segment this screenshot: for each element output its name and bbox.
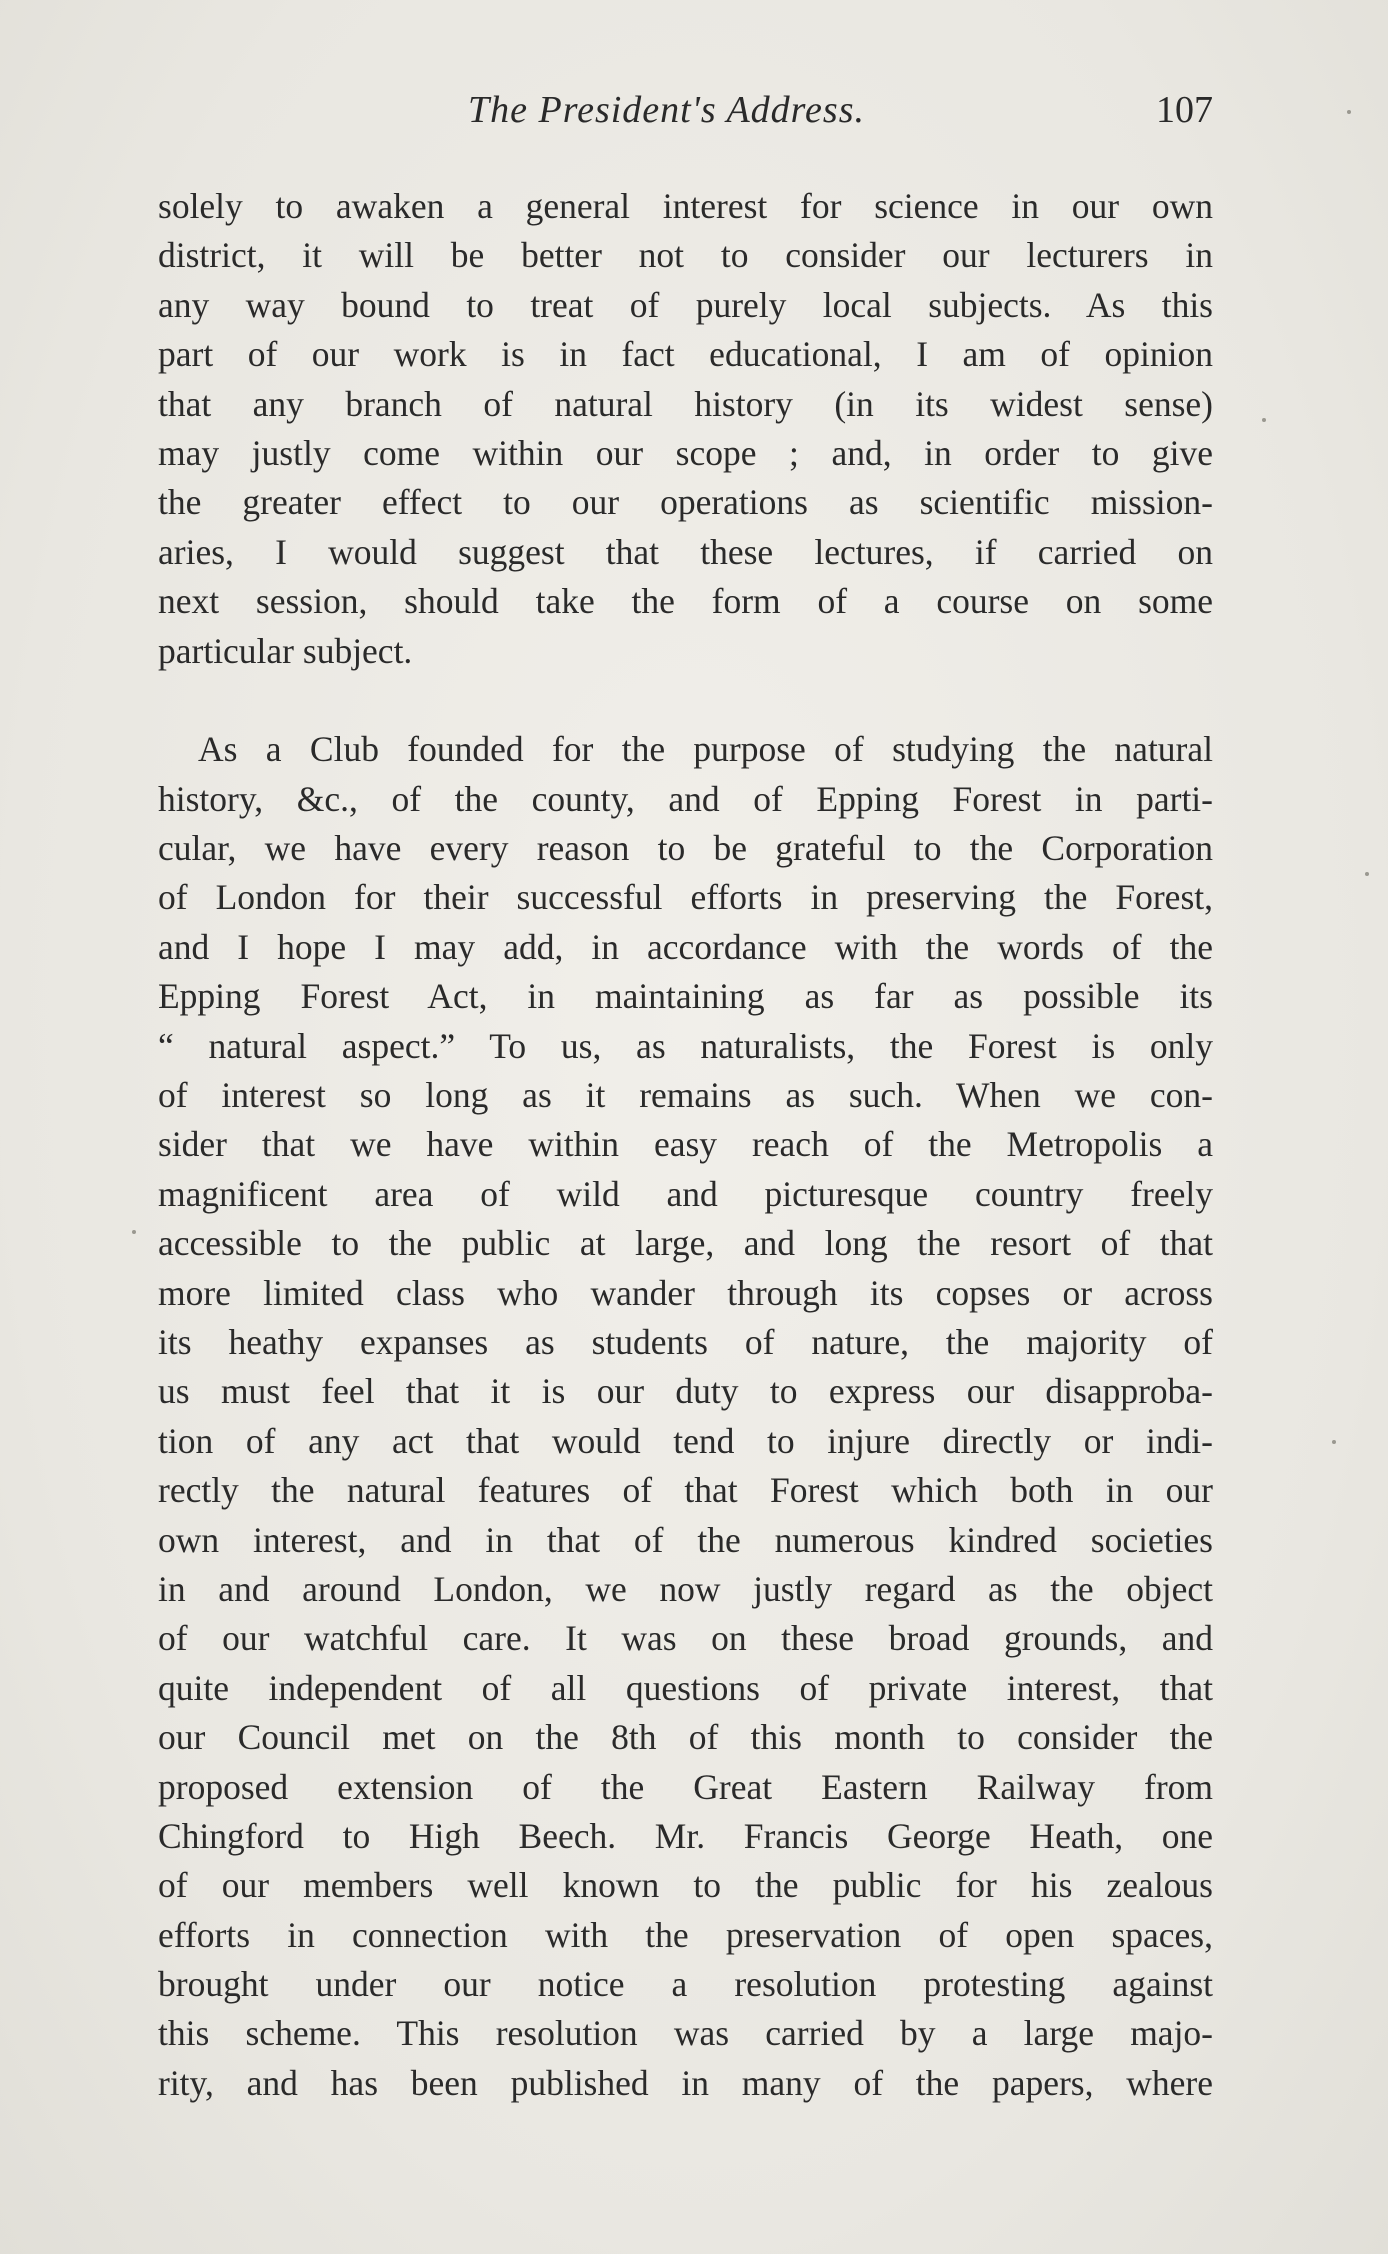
text-line: us must feel that it is our duty to express our disapproba- <box>158 1371 1213 1412</box>
text-line: tion of any act that would tend to injure directly or indi- <box>158 1420 1213 1461</box>
text-line: quite independent of all questions of private interest, that <box>158 1667 1213 1708</box>
paragraph-1 <box>158 182 1213 676</box>
text-line: solely to awaken a general interest for science in our own <box>158 186 1213 226</box>
text-line: As a Club founded for the purpose of studying the natural <box>198 729 1213 770</box>
text-line: cular, we have every reason to be grateful to the Corporation <box>158 828 1213 869</box>
text-line: rectly the natural features of that Forest which both in our <box>158 1470 1213 1511</box>
text-line: this scheme. This resolution was carried by a large majo- <box>158 2013 1213 2054</box>
text-line: in and around London, we now justly regard as the object <box>158 1568 1213 1609</box>
text-line: aries, I would suggest that these lectures, if carried on <box>158 531 1213 572</box>
text-line: rity, and has been published in many of the papers, where <box>158 2062 1213 2103</box>
text-line: accessible to the public at large, and long the resort of that <box>158 1223 1213 1264</box>
text-line: next session, should take the form of a course on some <box>158 581 1213 622</box>
body-text <box>158 182 1213 2108</box>
text-line: Chingford to High Beech. Mr. Francis George Heath, one <box>158 1815 1213 1856</box>
text-line: sider that we have within easy reach of the Metropolis a <box>158 1124 1213 1165</box>
text-line: history, &c., of the county, and of Epping Forest in parti- <box>158 778 1213 819</box>
text-line: of London for their successful efforts in preserving the Forest, <box>158 877 1213 918</box>
text-line: magnificent area of wild and picturesque country freely <box>158 1173 1213 1214</box>
text-line: Epping Forest Act, in maintaining as far as possible its <box>158 976 1213 1017</box>
paper-speck <box>1262 418 1266 422</box>
text-line: efforts in connection with the preservation of open spaces, <box>158 1914 1213 1955</box>
text-line: “ natural aspect.” To us, as naturalists, the Forest is only <box>158 1025 1213 1066</box>
text-line: brought under our notice a resolution protesting against <box>158 1964 1213 2005</box>
text-line: of our watchful care. It was on these broad grounds, and <box>158 1618 1213 1659</box>
text-line: part of our work is in fact educational, I am of opinion <box>158 334 1213 375</box>
text-line: that any branch of natural history (in its widest sense) <box>158 383 1213 424</box>
text-line: particular subject. <box>158 630 413 671</box>
text-line: any way bound to treat of purely local subjects. As this <box>158 284 1213 325</box>
text-line: district, it will be better not to consider our lecturers in <box>158 235 1213 276</box>
paragraph-2 <box>158 725 1213 2108</box>
text-line: our Council met on the 8th of this month to consider the <box>158 1717 1213 1758</box>
paper-speck <box>1347 110 1351 114</box>
text-line: its heathy expanses as students of nature, the majority of <box>158 1321 1213 1362</box>
text-line: more limited class who wander through its copses or across <box>158 1272 1213 1313</box>
paper-speck <box>132 1230 136 1234</box>
text-line: and I hope I may add, in accordance with the words of the <box>158 926 1213 967</box>
text-line: own interest, and in that of the numerous kindred societies <box>158 1519 1213 1560</box>
paper-speck <box>1365 872 1369 876</box>
running-title: The President's Address. <box>468 89 865 131</box>
text-line: proposed extension of the Great Eastern Railway from <box>158 1766 1213 1807</box>
page-number: 107 <box>1156 89 1213 131</box>
page-header <box>158 88 1213 138</box>
text-line: may justly come within our scope ; and, in order to give <box>158 432 1213 473</box>
paper-speck <box>1332 1440 1336 1444</box>
paragraph-gap <box>158 676 1213 725</box>
text-line: of interest so long as it remains as such. When we con- <box>158 1075 1213 1116</box>
text-line: the greater effect to our operations as scientific mission- <box>158 482 1213 523</box>
text-line: of our members well known to the public for his zealous <box>158 1865 1213 1906</box>
